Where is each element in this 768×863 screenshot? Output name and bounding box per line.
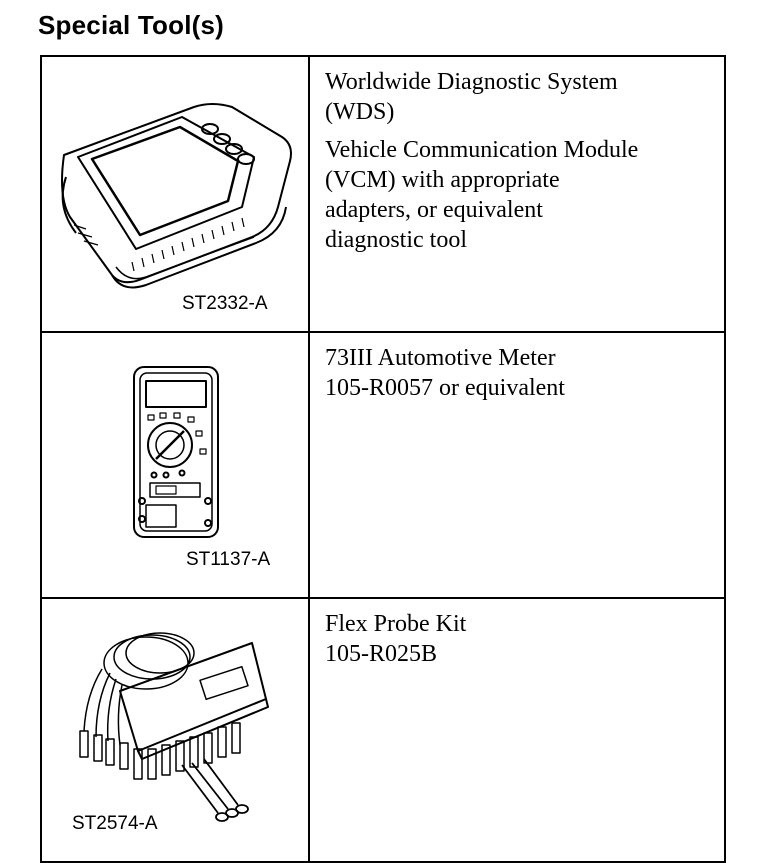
page-title: Special Tool(s) <box>38 10 224 40</box>
tool-description-cell <box>309 56 725 332</box>
tool-code: ST2332-A <box>182 293 268 314</box>
tool-description-line: Vehicle Communication Module (VCM) with appropriate adapters, or equivalent diagnostic tool <box>325 137 639 253</box>
tool-image-cell <box>41 598 309 862</box>
tool-description-line: 73III Automotive Meter 105-R0057 or equivalent <box>325 345 565 401</box>
tool-row-wds <box>41 56 725 332</box>
tool-image-cell <box>41 56 309 332</box>
tool-code: ST1137-A <box>186 549 271 570</box>
tool-description-line: Worldwide Diagnostic System (WDS) <box>325 69 618 125</box>
special-tools-table <box>40 55 726 863</box>
tool-code: ST2574-A <box>72 813 158 834</box>
tool-description-line: Flex Probe Kit 105-R025B <box>325 611 467 667</box>
tool-row-flex-probe <box>41 598 725 862</box>
tool-description-cell <box>309 598 725 862</box>
tool-description-cell <box>309 332 725 598</box>
tool-image-cell <box>41 332 309 598</box>
tool-row-meter <box>41 332 725 598</box>
diagnostic-system-illustration <box>42 57 308 321</box>
